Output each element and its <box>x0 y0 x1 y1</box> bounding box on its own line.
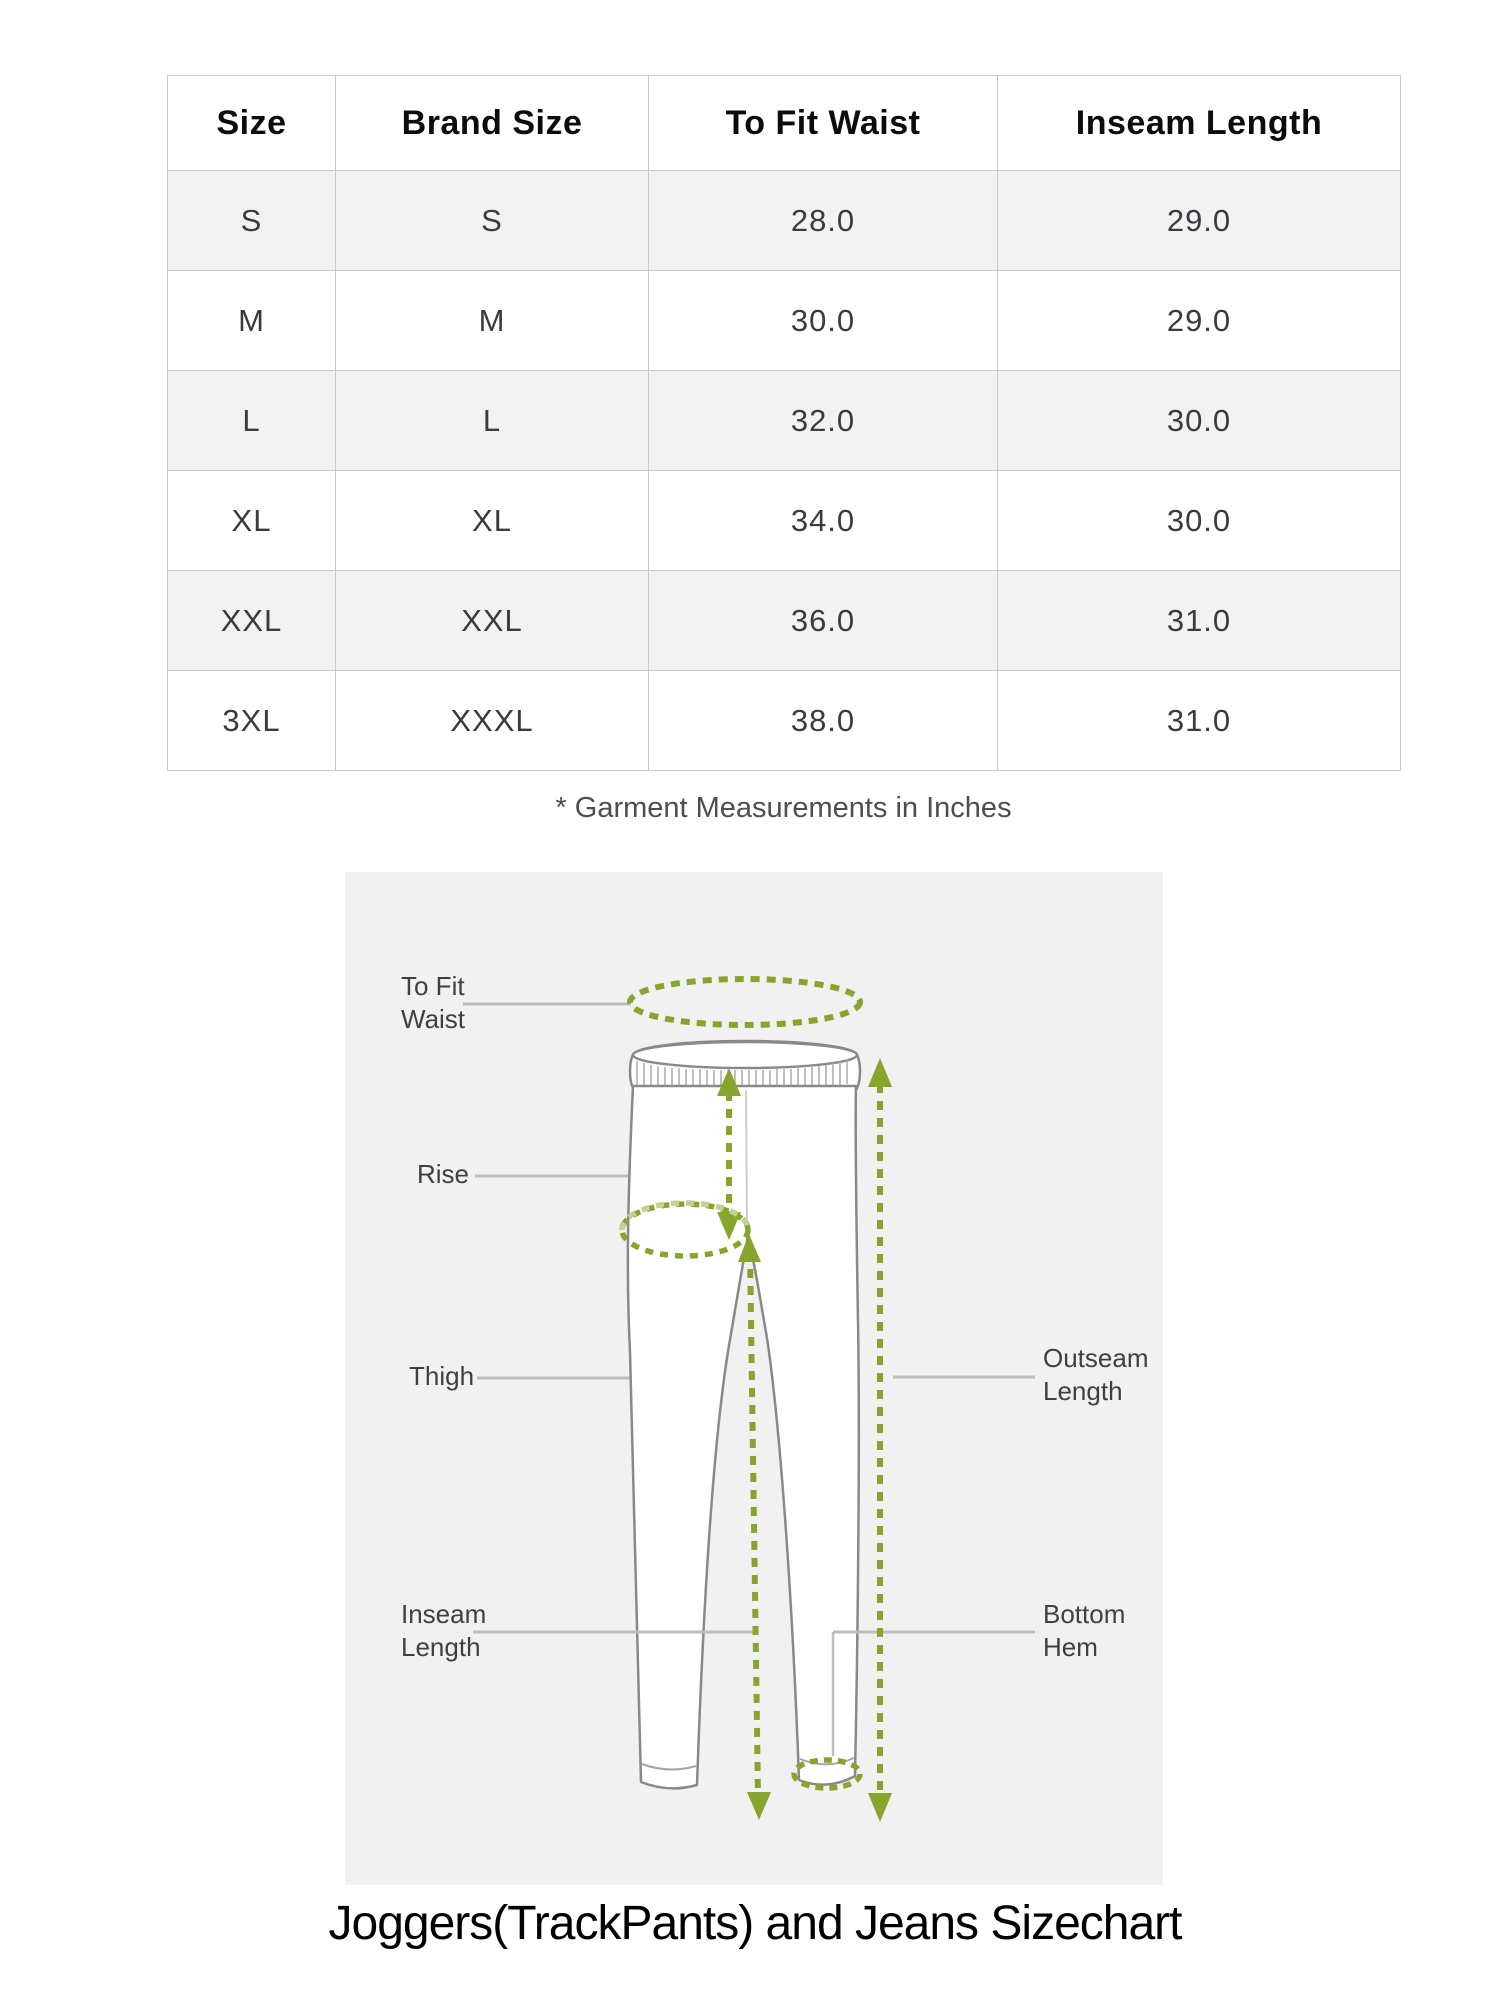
label-thigh: Thigh <box>409 1361 475 1391</box>
sizechart-caption: Joggers(TrackPants) and Jeans Sizechart <box>328 1897 1182 1950</box>
label-outseam-line2: Length <box>1043 1376 1123 1406</box>
garment-footnote: * Garment Measurements in Inches <box>555 792 1012 824</box>
table-cell: XXXL <box>336 671 649 771</box>
label-to-fit-waist-line2: Waist <box>401 1004 466 1034</box>
label-outseam-length <box>1043 1342 1149 1408</box>
label-bottom-hem <box>1043 1598 1125 1664</box>
table-cell: XL <box>168 471 336 571</box>
label-bottom-hem-line1: Bottom <box>1043 1599 1126 1629</box>
label-bottom-hem-line2: Hem <box>1043 1632 1098 1662</box>
label-to-fit-waist-line1: To Fit <box>401 971 465 1001</box>
table-cell: 29.0 <box>998 171 1401 271</box>
label-inseam-length <box>401 1598 486 1664</box>
pants-outline <box>628 1086 859 1788</box>
table-cell: 38.0 <box>649 671 998 771</box>
table-cell: M <box>168 271 336 371</box>
table-row <box>168 171 1401 271</box>
table-cell: M <box>336 271 649 371</box>
label-inseam-line1: Inseam <box>401 1599 487 1629</box>
size-table-body <box>168 171 1401 771</box>
header-size: Size <box>168 76 336 171</box>
header-inseam-length: Inseam Length <box>998 76 1401 171</box>
pants-measurement-diagram <box>345 872 1163 1885</box>
table-cell: 30.0 <box>649 271 998 371</box>
table-cell: L <box>336 371 649 471</box>
front-crease-line <box>746 1090 747 1230</box>
table-cell: 3XL <box>168 671 336 771</box>
inseam-measure-arrow <box>750 1252 758 1796</box>
table-row <box>168 371 1401 471</box>
table-cell: 32.0 <box>649 371 998 471</box>
outseam-arrowhead-up <box>868 1058 892 1087</box>
waist-opening <box>633 1042 857 1068</box>
inseam-arrowhead-down <box>747 1792 771 1820</box>
table-cell: L <box>168 371 336 471</box>
outseam-arrowhead-down <box>868 1793 892 1822</box>
table-cell: 30.0 <box>998 471 1401 571</box>
label-outseam-line1: Outseam <box>1043 1343 1149 1373</box>
table-cell: 28.0 <box>649 171 998 271</box>
table-row <box>168 271 1401 371</box>
table-row <box>168 471 1401 571</box>
table-cell: 31.0 <box>998 571 1401 671</box>
table-cell: XXL <box>336 571 649 671</box>
table-cell: XL <box>336 471 649 571</box>
table-row <box>168 571 1401 671</box>
table-cell: XXL <box>168 571 336 671</box>
table-cell: 36.0 <box>649 571 998 671</box>
label-to-fit-waist <box>401 970 465 1036</box>
size-table <box>167 75 1401 771</box>
table-cell: 34.0 <box>649 471 998 571</box>
header-brand-size: Brand Size <box>336 76 649 171</box>
table-cell: 30.0 <box>998 371 1401 471</box>
header-row <box>168 76 1401 171</box>
table-cell: 29.0 <box>998 271 1401 371</box>
waist-measure-ellipse <box>630 979 860 1025</box>
size-table-header <box>168 76 1401 171</box>
label-inseam-line2: Length <box>401 1632 481 1662</box>
table-cell: 31.0 <box>998 671 1401 771</box>
table-cell: S <box>336 171 649 271</box>
table-row <box>168 671 1401 771</box>
label-rise: Rise <box>417 1159 470 1189</box>
table-cell: S <box>168 171 336 271</box>
header-to-fit-waist: To Fit Waist <box>649 76 998 171</box>
